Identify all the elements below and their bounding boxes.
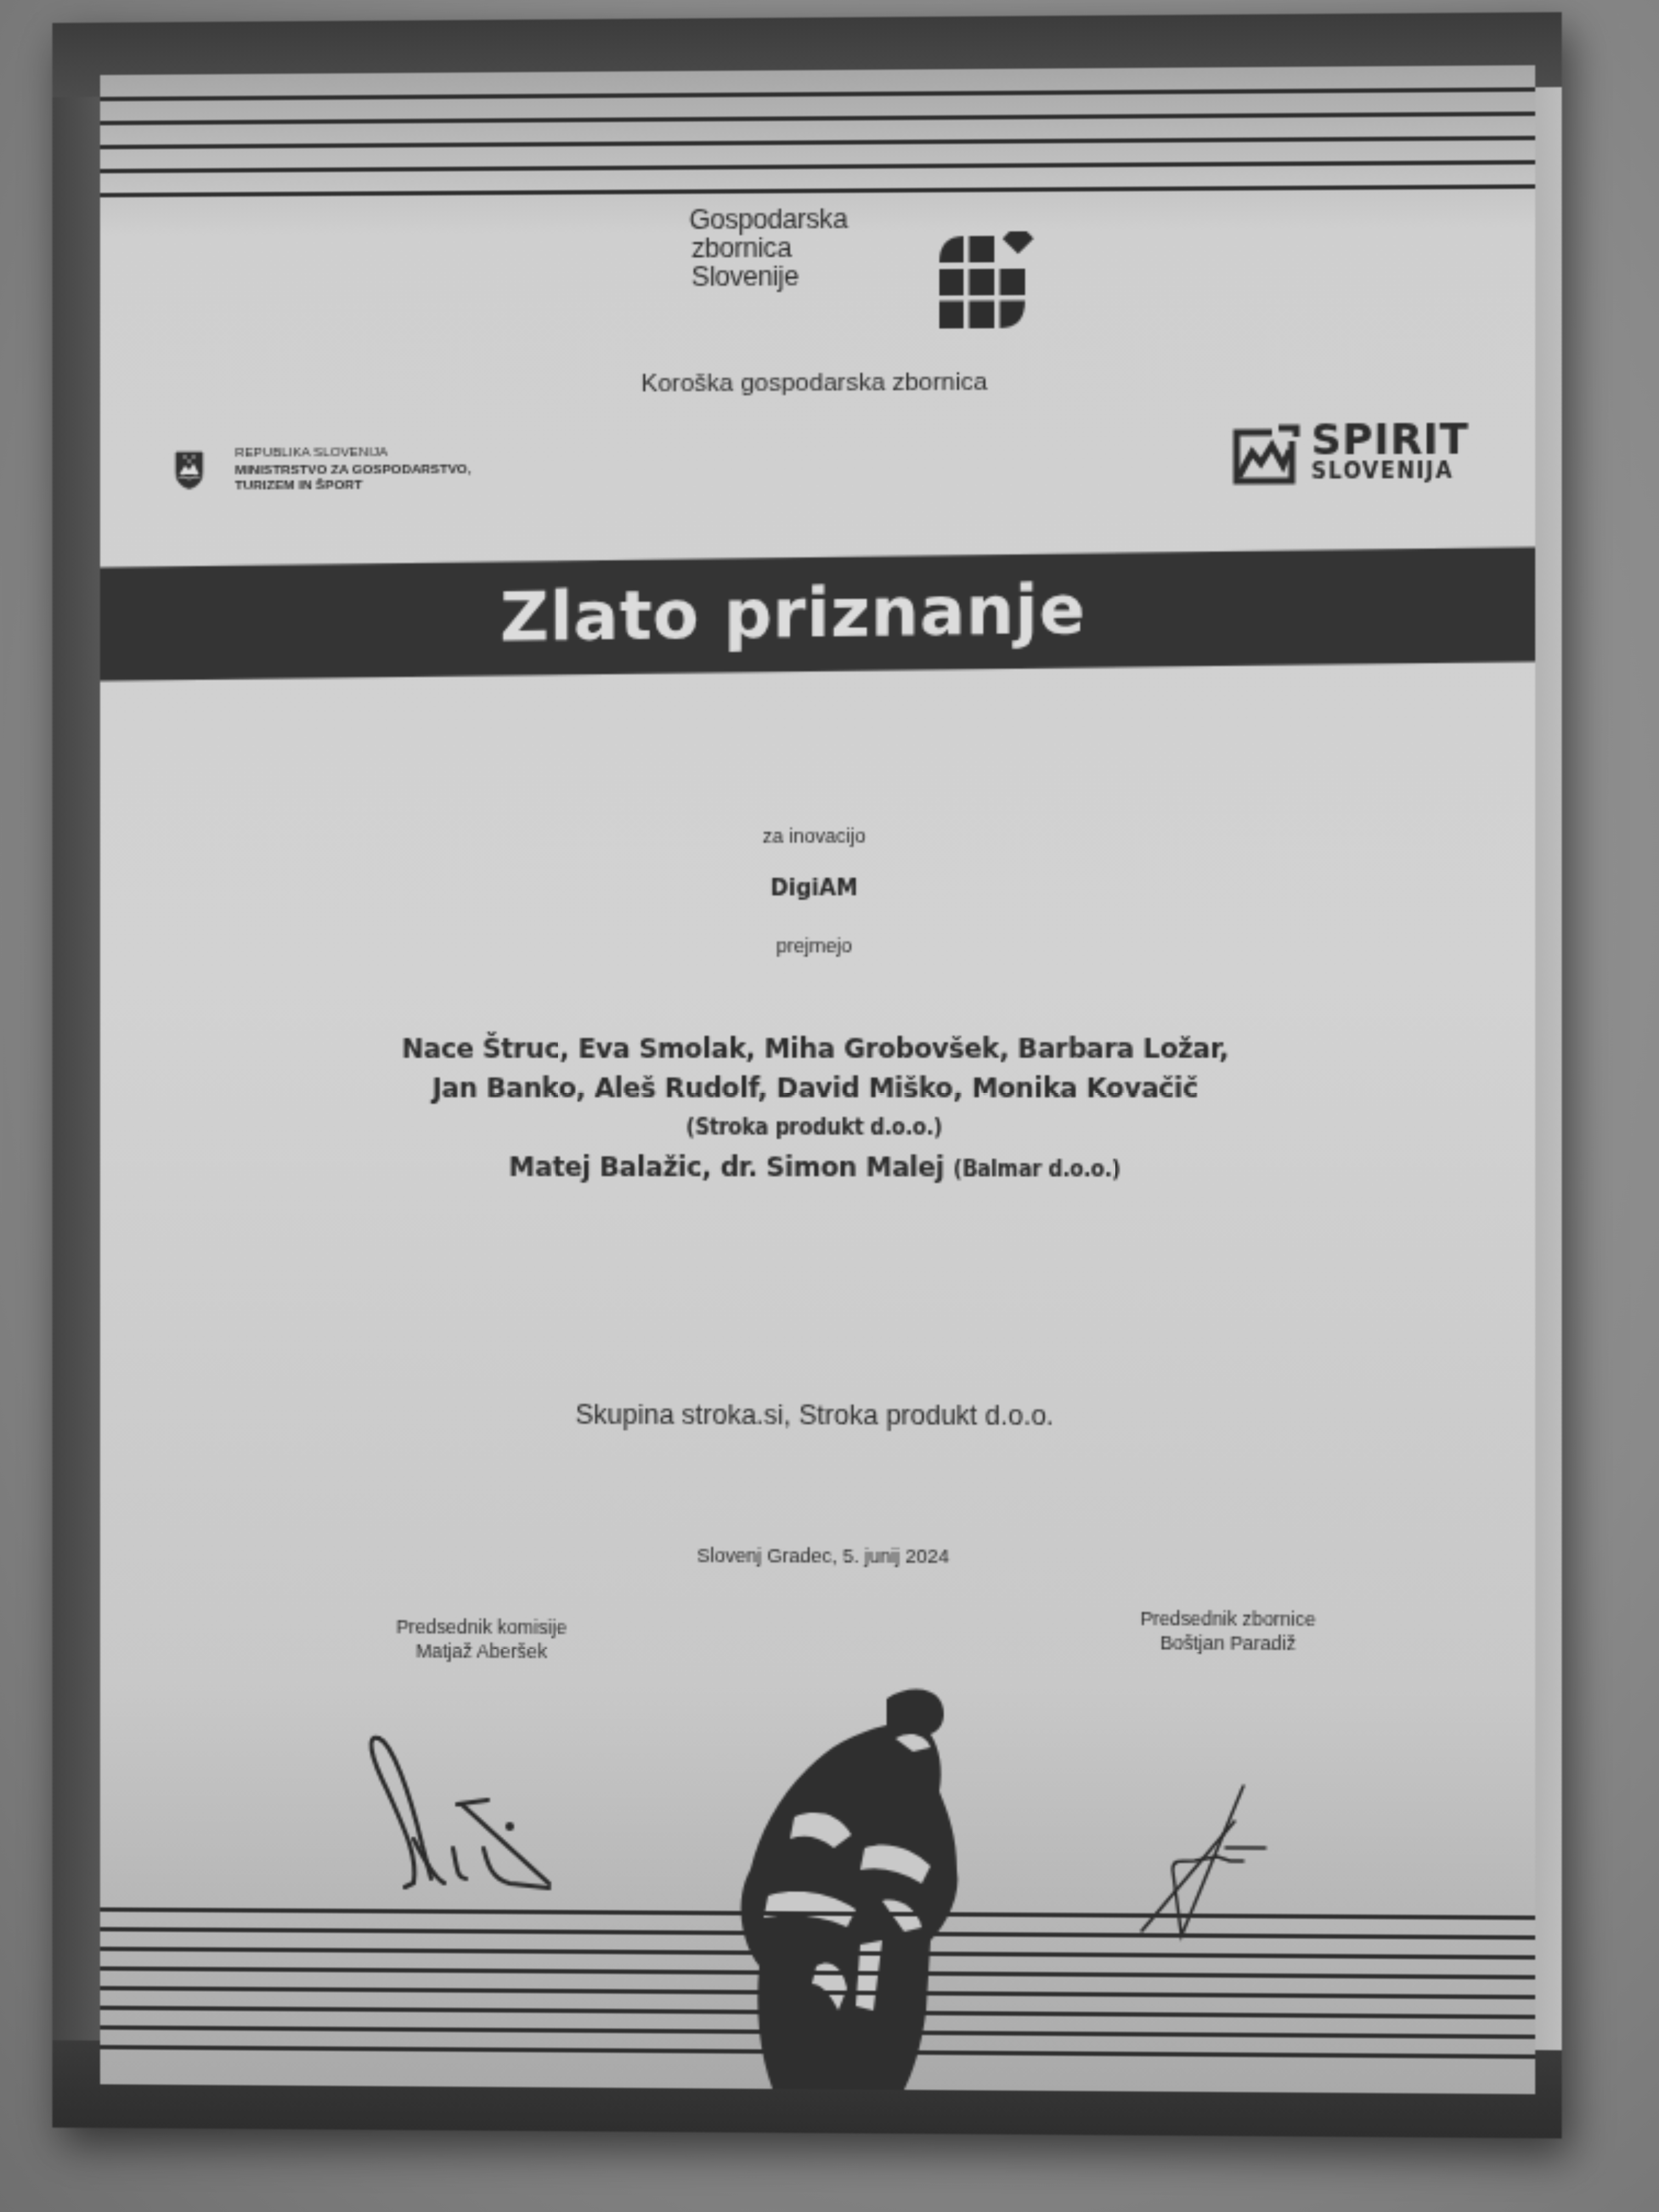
received-label: prejmejo — [776, 934, 853, 957]
spirit-slovenija-logo — [1230, 415, 1469, 486]
spirit-chart-icon — [1230, 419, 1301, 486]
gzs-logo — [689, 205, 1040, 360]
recipients-list — [150, 1031, 1485, 1192]
recipients-line-2: Jan Banko, Aleš Rudolf, David Miško, Monika Kovačič — [432, 1073, 1198, 1107]
certificate — [100, 65, 1535, 2094]
signatory-right-role: Predsednik zbornice — [1139, 1607, 1316, 1630]
spirit-wordmark: SPIRIT — [1311, 415, 1469, 465]
regional-chamber-name: Koroška gospodarska zbornica — [641, 370, 988, 398]
signatory-right — [1085, 1607, 1372, 1657]
signatory-left-name: Matjaž Aberšek — [415, 1640, 548, 1663]
ministry-text — [235, 445, 471, 496]
certificate-title: Zlato priznanje — [500, 571, 1086, 658]
signatory-left — [340, 1616, 624, 1665]
top-stripes — [100, 87, 1535, 217]
signatory-right-name: Boštjan Paradiž — [1160, 1632, 1296, 1655]
gzs-line-2: zbornica — [691, 233, 792, 264]
recipients-company-2: (Balmar d.o.o.) — [953, 1159, 1121, 1183]
bottom-stripes — [100, 1908, 1535, 2059]
recipients-line-1: Nace Štruc, Eva Smolak, Miha Grobovšek, Barbara Ložar, — [402, 1033, 1229, 1067]
spirit-subtitle: SLOVENIJA — [1311, 459, 1454, 484]
recipients-line-3: Matej Balažic, dr. Simon Malej — [509, 1152, 945, 1186]
signature-left-icon — [357, 1725, 565, 1901]
gzs-line-1: Gospodarska — [689, 204, 848, 236]
recipients-company-1: (Stroka produkt d.o.o.) — [686, 1116, 943, 1142]
place-and-date: Slovenj Gradec, 5. junij 2024 — [696, 1544, 950, 1567]
ministry-logo — [174, 445, 471, 496]
signatory-left-role: Predsednik komisije — [396, 1616, 567, 1639]
ministry-line-3: TURIZEM IN ŠPORT — [235, 478, 363, 494]
ministry-line-2: MINISTRSTVO ZA GOSPODARSTVO, — [235, 461, 472, 478]
gzs-logo-text — [689, 206, 909, 292]
title-banner — [100, 548, 1535, 681]
ministry-line-1: REPUBLIKA SLOVENIJA — [235, 445, 388, 461]
gzs-grid-icon — [935, 232, 1036, 333]
awardee-organization: Skupina stroka.si, Stroka produkt d.o.o. — [575, 1400, 1054, 1432]
gzs-line-3: Slovenije — [691, 261, 799, 293]
picture-frame — [52, 12, 1561, 2138]
innovation-name: DigiAM — [770, 877, 859, 902]
coat-of-arms-icon — [174, 450, 205, 490]
for-innovation-label: za inovacijo — [762, 825, 866, 848]
